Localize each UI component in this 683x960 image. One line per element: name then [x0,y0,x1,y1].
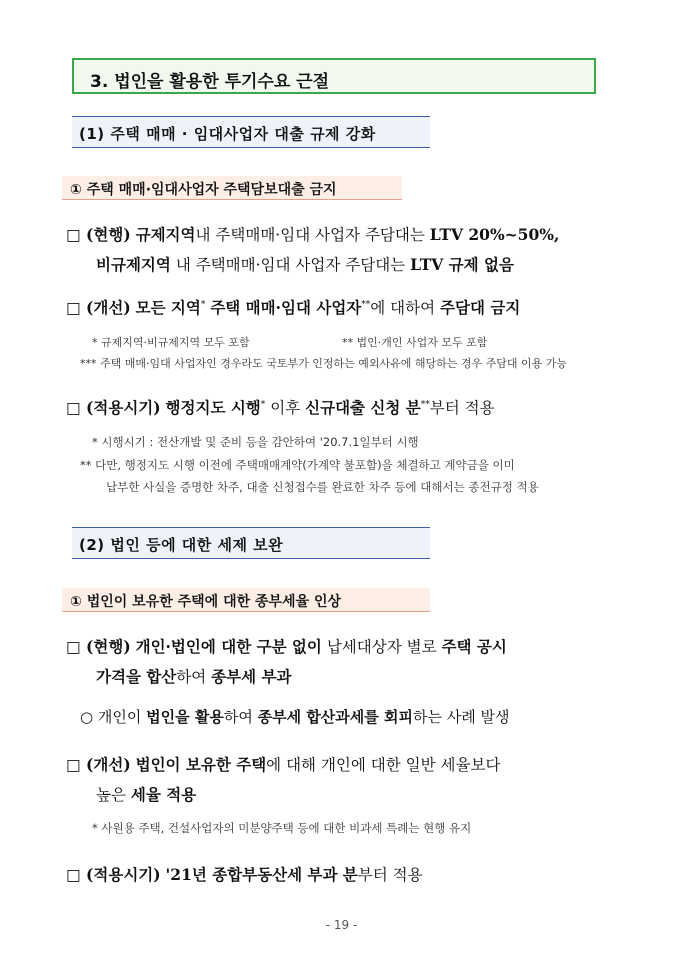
current-paragraph-2 [66,632,636,692]
timing-sup-1: * [260,400,266,410]
timing-paragraph-1 [66,390,636,423]
current-label: □ (현행) [66,225,131,244]
current2-bold-1: 개인·법인에 대한 구분 없이 [135,637,322,656]
reform-bold-1: 모든 지역 [135,298,201,318]
current2-bold-3: 가격을 합산 [96,667,177,686]
current-bold-1: 규제지역 [135,225,196,244]
reform2-text-1: 에 대해 개인에 대한 일반 세율보다 [266,756,501,774]
reform-paragraph-2 [66,750,636,810]
current-text-2: 내 주택매매·임대 사업자 주담대는 [175,256,406,274]
note-1a: * 규제지역·비규제지역 모두 포함 [92,336,250,349]
circle-bold-2: 종부세 합산과세를 회피 [257,708,413,726]
reform-bold-2: 주택 매매·임대 사업자 [210,298,362,318]
subheading-2-title: (2) 법인 등에 대한 세제 보완 [79,536,284,554]
circle-bold-1: 법인을 활용 [146,708,224,726]
note-2b: ** 다만, 행정지도 시행 이전에 주택매매계약(가계약 불포함)을 체결하고 계약금을 이미 [80,458,515,472]
reform-bold-3: 주담대 금지 [440,298,521,318]
reform2-bold-1: 법인이 보유한 주택 [135,755,267,774]
reform2-label: □ (개선) [66,755,131,774]
timing2-label: □ (적용시기) [66,865,161,884]
timing2-bold-1: '21년 종합부동산세 부과 분 [165,865,358,884]
current2-text-1: 납세대상자 별로 [326,638,437,656]
timing-paragraph-2 [66,860,636,890]
timing2-text-1: 부터 적용 [357,866,423,884]
circle-text-3: 하는 사례 발생 [412,708,510,726]
reform2-text-2: 높은 [96,786,126,804]
section-title: 3. 법인을 활용한 투기수요 근절 [90,72,330,92]
subheading-1 [72,116,430,148]
current-text-1: 내 주택매매·임대 사업자 주담대는 [195,226,425,244]
current-bold-4: LTV 규제 없음 [410,255,514,274]
reform-label: □ (개선) [66,298,131,318]
circle-text-2: 하여 [223,708,253,726]
timing-text-1: 이후 [270,399,301,418]
note-3: * 사원용 주택, 건설사업자의 미분양주택 등에 대한 비과세 특례는 현행 유지 [92,821,472,835]
reform2-bold-2: 세율 적용 [130,785,197,804]
note-1b: ** 법인·개인 사업자 모두 포함 [342,336,488,349]
topic-2 [62,588,430,612]
current2-bold-2: 주택 공시 [441,637,507,656]
current-paragraph-1 [66,220,636,280]
current-bold-2: LTV 20%~50%, [429,225,560,244]
timing-bold-2: 신규대출 신청 분 [305,398,421,418]
subheading-2 [72,527,430,559]
current2-label: □ (현행) [66,637,131,656]
topic-2-title: ① 법인이 보유한 주택에 대한 종부세율 인상 [70,594,342,610]
section-title-box [72,58,596,94]
timing-sup-2: ** [420,400,430,410]
page-number: - 19 - [325,918,358,932]
reform-sup-1: * [200,300,206,310]
note-2a: * 시행시기 : 전산개발 및 준비 등을 감안하여 '20.7.1일부터 시행 [92,435,419,449]
note-1c: *** 주택 매매·임대 사업자인 경우라도 국토부가 인정하는 예외사유에 해당하는 경우 주담대 이용 가능 [80,357,567,370]
circle-mark: ○ [80,708,94,726]
timing-label: □ (적용시기) [66,398,161,418]
subheading-1-title: (1) 주택 매매 · 임대사업자 대출 규제 강화 [79,125,376,143]
timing-bold-1: 행정지도 시행 [165,398,261,418]
note-2c: 납부한 사실을 증명한 차주, 대출 신청접수를 완료한 차주 등에 대해서는 종전규정 적용 [106,480,539,494]
current2-bold-4: 종부세 부과 [211,667,292,686]
reform-text-1: 에 대하여 [370,299,436,318]
reform-sup-2: ** [361,300,371,310]
circle-bullet-line [80,706,509,727]
circle-text-1: 개인이 [97,708,142,726]
topic-1 [62,176,402,200]
current-bold-3: 비규제지역 [96,255,171,274]
reform-paragraph-1 [66,290,636,323]
current2-text-2: 하여 [176,668,207,686]
timing-text-2: 부터 적용 [429,399,495,418]
topic-1-title: ① 주택 매매·임대사업자 주택담보대출 금지 [70,182,337,198]
